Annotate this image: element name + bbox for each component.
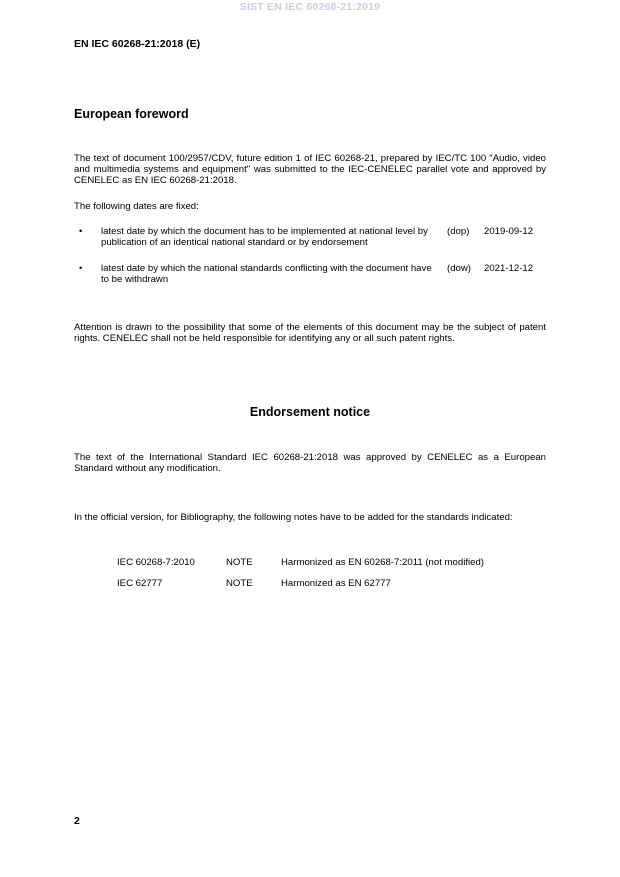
date-value: 2019-09-12 [484, 226, 534, 237]
dates-intro: The following dates are fixed: [74, 201, 199, 212]
document-id: EN IEC 60268-21:2018 (E) [74, 38, 201, 50]
date-abbreviation: (dow) [447, 263, 471, 274]
reference-note-label: NOTE [226, 557, 253, 568]
date-description: latest date by which the document has to be implemented at national level by publication of an identical national standard or by endorsement [101, 226, 428, 249]
reference-harmonized: Harmonized as EN 62777 [281, 578, 391, 589]
endorsement-paragraph: The text of the International Standard IEC 60268-21:2018 was approved by CENELEC as a European Standard without any modification. [74, 452, 546, 475]
foreword-intro-paragraph: The text of document 100/2957/CDV, future edition 1 of IEC 60268-21, prepared by IEC/TC 100 "Audio, video and multimedia systems and equipment" was submitted to the IEC-CENELEC parallel vote and approved by CENELEC as EN IEC 60268-21:2018. [74, 153, 546, 187]
reference-standard: IEC 60268-7:2010 [117, 557, 195, 568]
bullet-icon: • [79, 226, 83, 237]
watermark: SIST EN IEC 60268-21:2019 [239, 1, 381, 13]
bullet-icon: • [79, 263, 83, 274]
foreword-heading: European foreword [74, 107, 189, 121]
bibliography-intro: In the official version, for Bibliography, the following notes have to be added for the standards indicated: [74, 512, 513, 523]
endorsement-heading: Endorsement notice [249, 405, 371, 419]
page-number: 2 [74, 815, 80, 827]
reference-row [117, 557, 537, 569]
date-list-item [74, 226, 546, 252]
date-abbreviation: (dop) [447, 226, 470, 237]
patent-attention-paragraph: Attention is drawn to the possibility that some of the elements of this document may be the subject of patent rights. CENELEC shall not be held responsible for identifying any or all such patent rights. [74, 322, 546, 345]
date-description: latest date by which the national standards conflicting with the document have to be withdrawn [101, 263, 432, 286]
date-value: 2021-12-12 [484, 263, 534, 274]
reference-standard: IEC 62777 [117, 578, 163, 589]
reference-note-label: NOTE [226, 578, 253, 589]
reference-row [117, 578, 537, 590]
date-list-item [74, 263, 546, 289]
reference-harmonized: Harmonized as EN 60268-7:2011 (not modified) [281, 557, 485, 568]
